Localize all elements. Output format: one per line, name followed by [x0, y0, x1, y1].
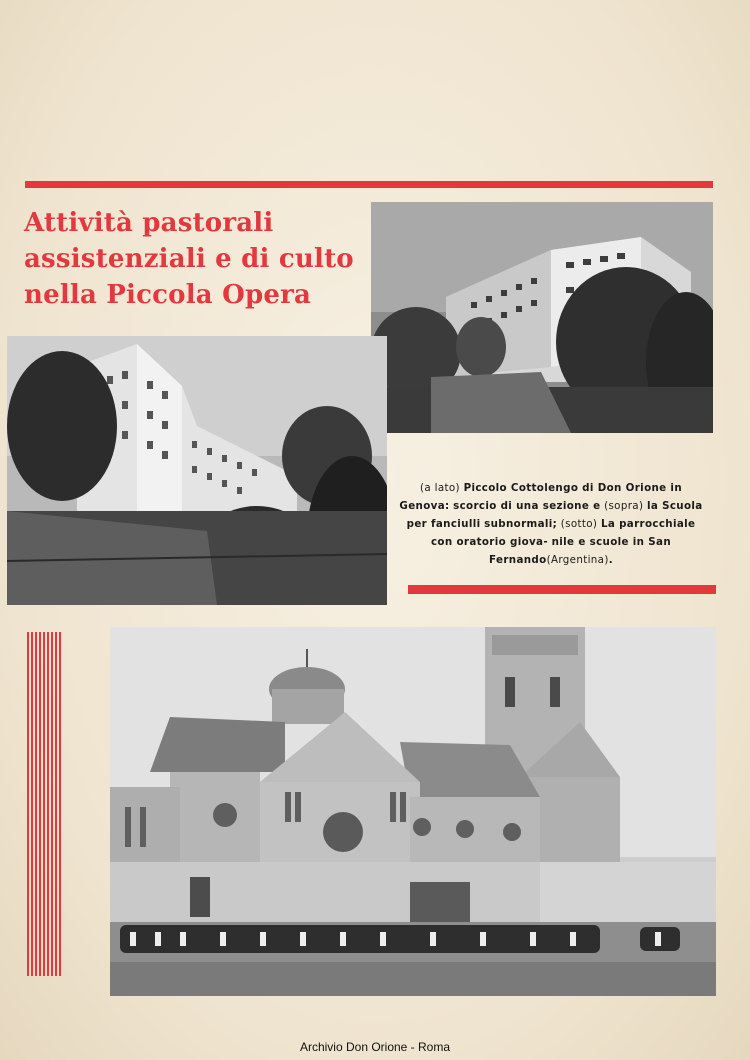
caption-subnormali: subnormali; — [484, 518, 558, 530]
parish-church-photo — [110, 627, 716, 996]
title-line-3: nella Piccola Opera — [24, 280, 312, 310]
top-red-rule — [25, 181, 713, 188]
photo-caption — [397, 479, 705, 569]
caption-argentina: (Argentina) — [546, 554, 609, 566]
caption-cottolengo: Piccolo Cottolengo di Don Orione in Genova: — [399, 482, 682, 512]
caption-below: (sotto) — [560, 518, 598, 530]
title-line-1: Attività pastorali — [24, 208, 274, 238]
title-line-2: assistenziali e di culto — [24, 244, 354, 274]
red-stripes-decoration — [27, 632, 61, 976]
school-building-photo — [371, 202, 713, 433]
caption-side: (a lato) — [420, 482, 460, 494]
caption-school: la Scuola per fanciulli — [406, 500, 703, 530]
middle-red-rule — [408, 585, 716, 594]
caption-period: . — [608, 554, 613, 566]
caption-section: scorcio di una sezione e — [453, 500, 601, 512]
caption-san-fernando: nile e scuole in San Fernando — [489, 536, 672, 566]
caption-parish: La parrocchiale con oratorio giova- — [430, 518, 696, 548]
cottolengo-photo — [7, 336, 387, 605]
caption-above: (sopra) — [604, 500, 644, 512]
page-title — [24, 205, 369, 313]
archive-footer: Archivio Don Orione - Roma — [299, 1040, 451, 1054]
